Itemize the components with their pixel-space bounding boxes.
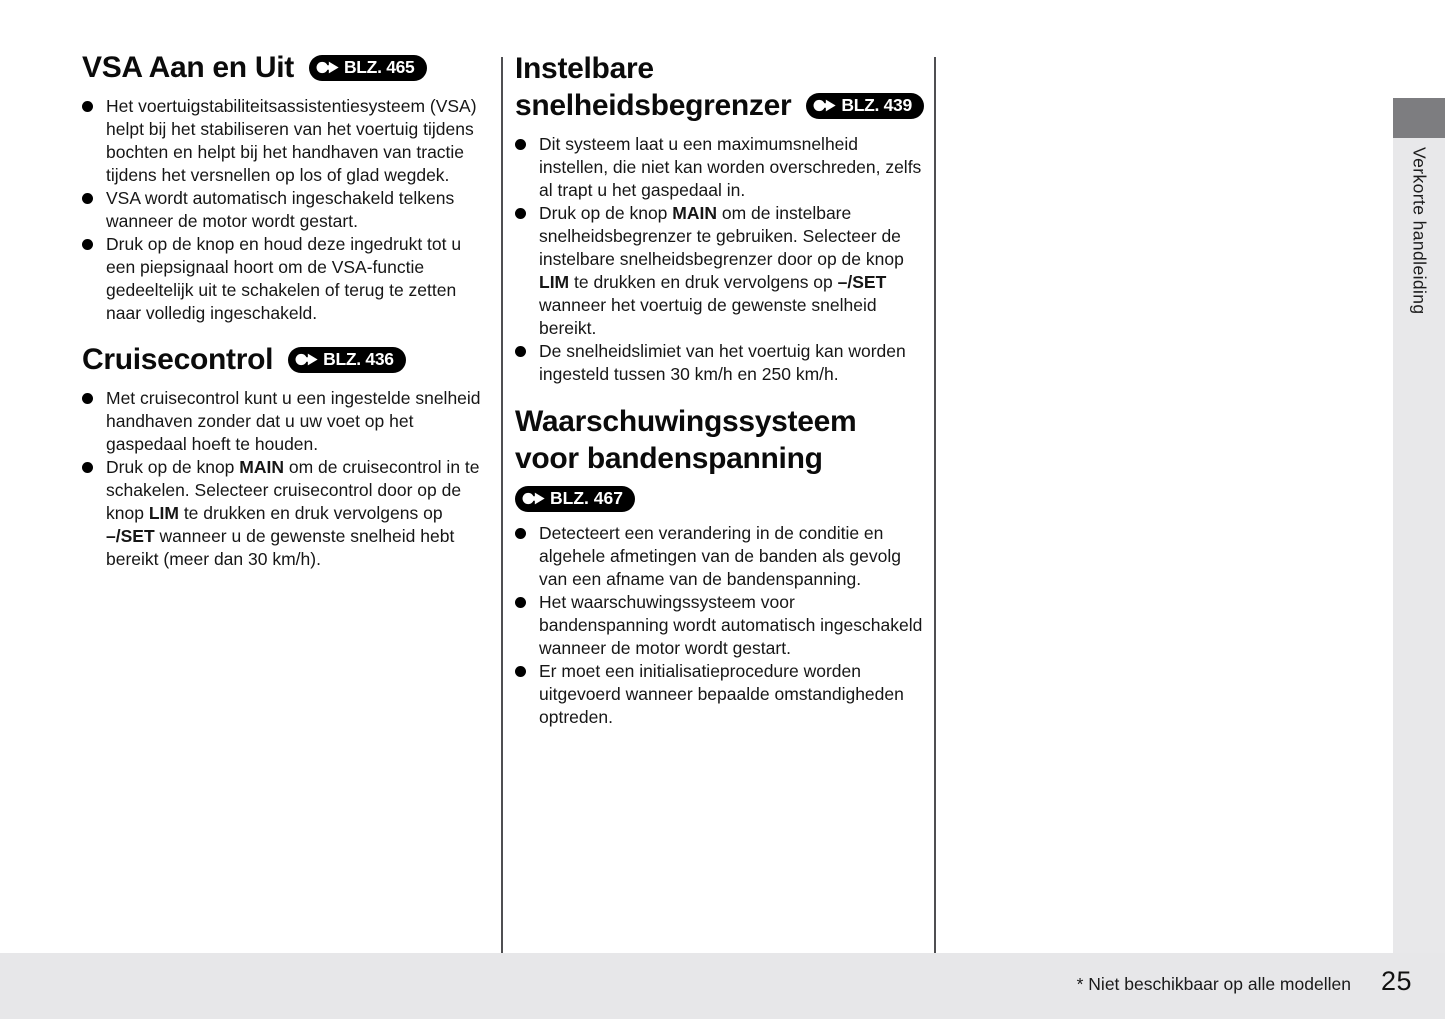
bullet-icon	[515, 666, 526, 677]
bullet-icon	[82, 462, 93, 473]
section-vsa	[82, 50, 484, 325]
page-ref-badge[interactable]	[288, 347, 406, 373]
list-item	[82, 233, 484, 325]
list-item	[515, 660, 923, 729]
section-speed-limiter	[515, 50, 923, 386]
section-title: Cruisecontrol	[82, 343, 274, 376]
section-title: VSA Aan en Uit	[82, 51, 294, 84]
list-item	[515, 591, 923, 660]
list-item	[82, 456, 484, 571]
bullet-icon	[82, 239, 93, 250]
list-item	[82, 387, 484, 456]
sidebar-label-wrap	[1393, 147, 1445, 315]
bullet-list	[82, 387, 484, 571]
list-item	[515, 340, 923, 386]
list-item	[515, 133, 923, 202]
column-divider	[501, 57, 503, 953]
bullet-icon	[82, 101, 93, 112]
column-divider	[934, 57, 936, 953]
bullet-text: Druk op de knop MAIN om de cruisecontrol in te schakelen. Selecteer cruisecontrol door op de knop LIM te drukken en druk vervolgens op –/SET wanneer u de gewenste snelheid hebt bereikt (meer dan 30 km/h).	[106, 457, 480, 569]
footnote: * Niet beschikbaar op alle modellen	[1076, 974, 1351, 994]
section-title-line1: Waarschuwingssysteem	[515, 405, 857, 438]
section-title-line1: Instelbare	[515, 52, 654, 85]
bullet-icon	[82, 193, 93, 204]
section-title-line2: snelheidsbegrenzer	[515, 89, 792, 122]
footer	[0, 953, 1445, 1019]
bullet-list	[82, 95, 484, 325]
bullet-icon	[82, 393, 93, 404]
bullet-text: Detecteert een verandering in de conditie en algehele afmetingen van de banden als gevolg van een afname van de bandenspanning.	[539, 523, 901, 589]
arrow-right-icon	[813, 98, 836, 113]
bullet-icon	[515, 597, 526, 608]
bullet-text: Druk op de knop en houd deze ingedrukt tot u een piepsignaal hoort om de VSA-functie gedeeltelijk uit te schakelen of terug te zetten naar volledig ingeschakeld.	[106, 234, 462, 323]
page-ref-label: BLZ. 439	[841, 94, 912, 115]
bullet-icon	[515, 208, 526, 219]
right-column	[515, 50, 923, 729]
bullet-icon	[515, 528, 526, 539]
bullet-text: Druk op de knop MAIN om de instelbare snelheidsbegrenzer te gebruiken. Selecteer de instelbare snelheidsbegrenzer door op de knop LIM te drukken en druk vervolgens op –/SET wanneer het voertuig de gewenste snelheid bereikt.	[539, 203, 904, 338]
bullet-text: Er moet een initialisatieprocedure worden uitgevoerd wanneer bepaalde omstandigheden optreden.	[539, 661, 904, 727]
bullet-text: Het voertuigstabiliteitsassistentiesysteem (VSA) helpt bij het stabiliseren van het voertuig tijdens bochten en helpt bij het handhaven van tractie tijdens het versnellen op los of glad wegdek.	[106, 96, 477, 185]
list-item	[82, 95, 484, 187]
arrow-right-icon	[522, 491, 545, 506]
bullet-text: Met cruisecontrol kunt u een ingestelde snelheid handhaven zonder dat u uw voet op het gaspedaal hoeft te houden.	[106, 388, 481, 454]
bullet-text: De snelheidslimiet van het voertuig kan worden ingesteld tussen 30 km/h en 250 km/h.	[539, 341, 906, 384]
list-item	[515, 522, 923, 591]
bullet-list	[515, 522, 923, 729]
arrow-right-icon	[316, 60, 339, 75]
sidebar-tab[interactable]	[1393, 98, 1445, 138]
bullet-icon	[515, 346, 526, 357]
bullet-icon	[515, 139, 526, 150]
arrow-right-icon	[295, 352, 318, 367]
page-ref-label: BLZ. 465	[343, 57, 415, 77]
page-ref-badge[interactable]	[515, 486, 635, 512]
sidebar-label: Verkorte handleiding	[1409, 147, 1430, 315]
page-ref-badge[interactable]	[309, 55, 427, 81]
page-ref-badge[interactable]	[806, 93, 924, 119]
bullet-text: Het waarschuwingssysteem voor bandenspanning wordt automatisch ingeschakeld wanneer de motor wordt gestart.	[539, 592, 923, 658]
page-ref-label: BLZ. 467	[550, 488, 623, 508]
left-column	[82, 50, 484, 571]
page-ref-label: BLZ. 436	[323, 349, 394, 369]
list-item	[515, 202, 923, 340]
page-number: 25	[1380, 966, 1412, 996]
bullet-text: VSA wordt automatisch ingeschakeld telkens wanneer de motor wordt gestart.	[106, 188, 455, 231]
page-ref-row	[515, 486, 923, 512]
list-item	[82, 187, 484, 233]
bullet-text: Dit systeem laat u een maximumsnelheid instellen, die niet kan worden overschreden, zelfs al trapt u het gaspedaal in.	[539, 134, 922, 200]
section-cruisecontrol	[82, 342, 484, 571]
bullet-list	[515, 133, 923, 386]
section-title-line2: voor bandenspanning	[515, 442, 823, 475]
section-tpms	[515, 403, 923, 729]
